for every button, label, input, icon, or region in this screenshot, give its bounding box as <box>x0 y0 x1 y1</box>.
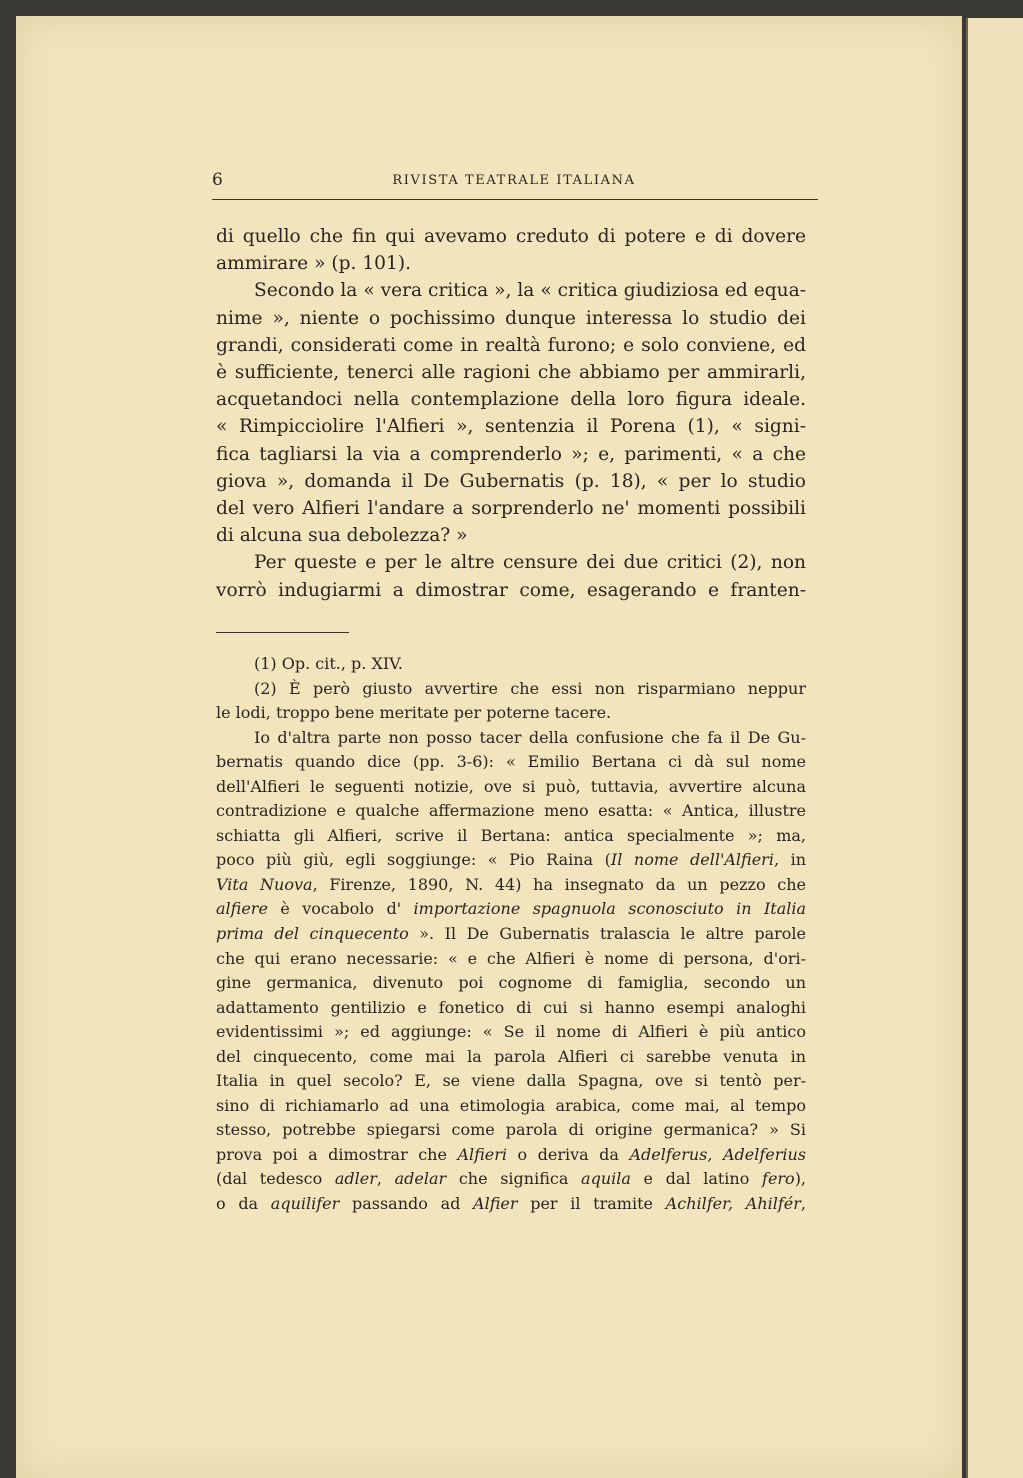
italic-segment: Alfier <box>473 1194 518 1214</box>
text-segment: evidentissimi »; ed aggiunge: « Se il nome di Alfieri è più antico <box>216 1022 806 1042</box>
text-segment: stesso, potrebbe spiegarsi come parola di origine germanica? » Si <box>216 1120 806 1140</box>
text-segment: o da <box>216 1194 271 1214</box>
text-segment: giova », domanda il De Gubernatis (p. 18), « per lo studio <box>216 470 806 492</box>
body-line <box>216 577 806 604</box>
text-segment: prova poi a dimostrar che <box>216 1144 458 1164</box>
text-segment: le lodi, troppo bene meritate per poterne tacere. <box>216 703 612 723</box>
footnote-line <box>216 947 806 972</box>
text-segment: fica tagliarsi la via a comprenderlo »; e, parimenti, « a che <box>216 443 806 465</box>
text-segment: che significa <box>446 1169 582 1189</box>
footnote-line <box>216 1094 806 1119</box>
footnote-line <box>216 1143 806 1168</box>
text-segment: per il tramite <box>517 1194 666 1214</box>
body-line <box>216 305 806 332</box>
text-segment: del vero Alfieri l'andare a sorprenderlo ne' momenti possibili <box>216 498 806 520</box>
footnote-line <box>216 750 806 775</box>
footnote-line <box>216 701 806 726</box>
text-segment: , in <box>773 850 806 870</box>
text-segment: o deriva da <box>507 1144 630 1164</box>
text-segment: è sufficiente, tenerci alle ragioni che abbiamo per ammirarli, <box>216 362 806 384</box>
running-title: RIVISTA TEATRALE ITALIANA <box>392 173 636 188</box>
body-line <box>216 522 806 549</box>
footnote-line <box>216 873 806 898</box>
next-page-edge <box>966 18 1023 1478</box>
footnote-line <box>216 1045 806 1070</box>
body-line <box>216 441 806 468</box>
body-line <box>216 277 806 304</box>
body-line <box>216 359 806 386</box>
text-segment: Italia in quel secolo? E, se viene dalla Spagna, ove si tentò per- <box>216 1071 806 1091</box>
italic-segment: fero <box>762 1169 795 1189</box>
text-segment: adattamento gentilizio e fonetico di cui si hanno esempi analoghi <box>216 997 806 1017</box>
text-segment: del cinquecento, come mai la parola Alfieri ci sarebbe venuta in <box>216 1046 806 1066</box>
text-segment: Per queste e per le altre censure dei due critici (2), non <box>254 552 806 574</box>
text-segment: poco più giù, egli soggiunge: « Pio Raina ( <box>216 850 611 870</box>
footnotes <box>216 652 806 1217</box>
text-segment: « Rimpicciolire l'Alfieri », sentenzia il Porena (1), « signi- <box>216 416 806 438</box>
italic-segment: Vita Nuova <box>216 874 313 894</box>
text-segment: gine germanica, divenuto poi cognome di famiglia, secondo un <box>216 973 806 993</box>
footnote-line <box>216 897 806 922</box>
body-line <box>216 250 806 277</box>
text-segment: di quello che fin qui avevamo creduto di potere e di dovere <box>216 226 806 247</box>
italic-segment: importazione spagnuola sconosciuto in Italia <box>413 899 807 919</box>
text-segment: dell'Alfieri le seguenti notizie, ove si può, tuttavia, avvertire alcuna <box>216 776 806 796</box>
text-segment: , <box>376 1169 395 1189</box>
text-segment: nime », niente o pochissimo dunque interessa lo studio dei <box>216 307 806 329</box>
text-segment: ». Il De Gubernatis tralascia le altre parole <box>408 924 806 944</box>
italic-segment: Alfieri <box>457 1144 508 1164</box>
text-segment: sino di richiamarlo ad una etimologia arabica, come mai, al tempo <box>216 1095 806 1115</box>
footnote-rule <box>216 632 349 633</box>
body-line <box>216 468 806 495</box>
footnote-line <box>216 677 806 702</box>
footnote-line <box>216 1118 806 1143</box>
text-segment: (2) È però giusto avvertire che essi non risparmiano neppur <box>254 678 806 698</box>
body-line <box>216 549 806 576</box>
italic-segment: aquilifer <box>270 1194 340 1214</box>
header-rule <box>212 199 818 200</box>
body-line <box>216 332 806 359</box>
text-segment: acquetandoci nella contemplazione della loro figura ideale. <box>216 389 806 411</box>
text-segment: ), <box>794 1169 807 1189</box>
text-segment: grandi, considerati come in realtà furono; e solo conviene, ed <box>216 334 806 356</box>
footnote-line <box>216 726 806 751</box>
footnote-line <box>216 799 806 824</box>
text-segment: e dal latino <box>630 1169 763 1189</box>
text-segment: vorrò indugiarmi a dimostrar come, esagerando e franten- <box>216 579 806 601</box>
page-number: 6 <box>212 170 223 190</box>
footnote-line <box>216 775 806 800</box>
footnote-line <box>216 1020 806 1045</box>
text-segment: passando ad <box>339 1194 474 1214</box>
running-header <box>212 170 816 192</box>
body-line <box>216 495 806 522</box>
text-segment: (dal tedesco <box>216 1169 335 1189</box>
footnote-line <box>216 971 806 996</box>
footnote-line <box>216 652 806 677</box>
footnote-line <box>216 1069 806 1094</box>
italic-segment: aquila <box>581 1169 631 1189</box>
footnote-line <box>216 1192 806 1217</box>
footnote-line <box>216 824 806 849</box>
footnote-line <box>216 922 806 947</box>
text-segment: ammirare » (p. 101). <box>216 253 411 275</box>
text-segment: che qui erano necessarie: « e che Alfieri è nome di persona, d'ori- <box>216 948 806 968</box>
body-text <box>216 223 806 604</box>
text-segment: Io d'altra parte non posso tacer della confusione che fa il De Gu- <box>254 727 806 747</box>
footnote-line <box>216 1167 806 1192</box>
italic-segment: Adelferus, Adelferius <box>629 1144 807 1164</box>
footnote-line <box>216 996 806 1021</box>
italic-segment: adelar <box>394 1169 447 1189</box>
text-segment: contradizione e qualche affermazione meno esatta: « Antica, illustre <box>216 801 806 821</box>
text-segment: (1) Op. cit., p. XIV. <box>254 654 404 673</box>
body-line <box>216 413 806 440</box>
text-segment: , <box>800 1194 807 1214</box>
italic-segment: Il nome dell'Alfieri <box>610 850 774 870</box>
text-segment: , Firenze, 1890, N. 44) ha insegnato da un pezzo che <box>312 874 806 894</box>
text-segment: è vocabolo d' <box>267 899 414 919</box>
footnote-line <box>216 848 806 873</box>
italic-segment: adler <box>334 1169 377 1189</box>
text-segment: di alcuna sua debolezza? » <box>216 525 468 547</box>
italic-segment: Achilfer, Ahilfér <box>665 1194 801 1214</box>
italic-segment: prima del cinquecento <box>216 924 409 944</box>
italic-segment: alfiere <box>216 899 268 919</box>
text-segment: Secondo la « vera critica », la « critica giudiziosa ed equa- <box>254 280 806 302</box>
body-line <box>216 223 806 250</box>
text-segment: bernatis quando dice (pp. 3-6): « Emilio Bertana ci dà sul nome <box>216 752 806 772</box>
body-line <box>216 386 806 413</box>
text-segment: schiatta gli Alfieri, scrive il Bertana: antica specialmente »; ma, <box>216 825 806 845</box>
